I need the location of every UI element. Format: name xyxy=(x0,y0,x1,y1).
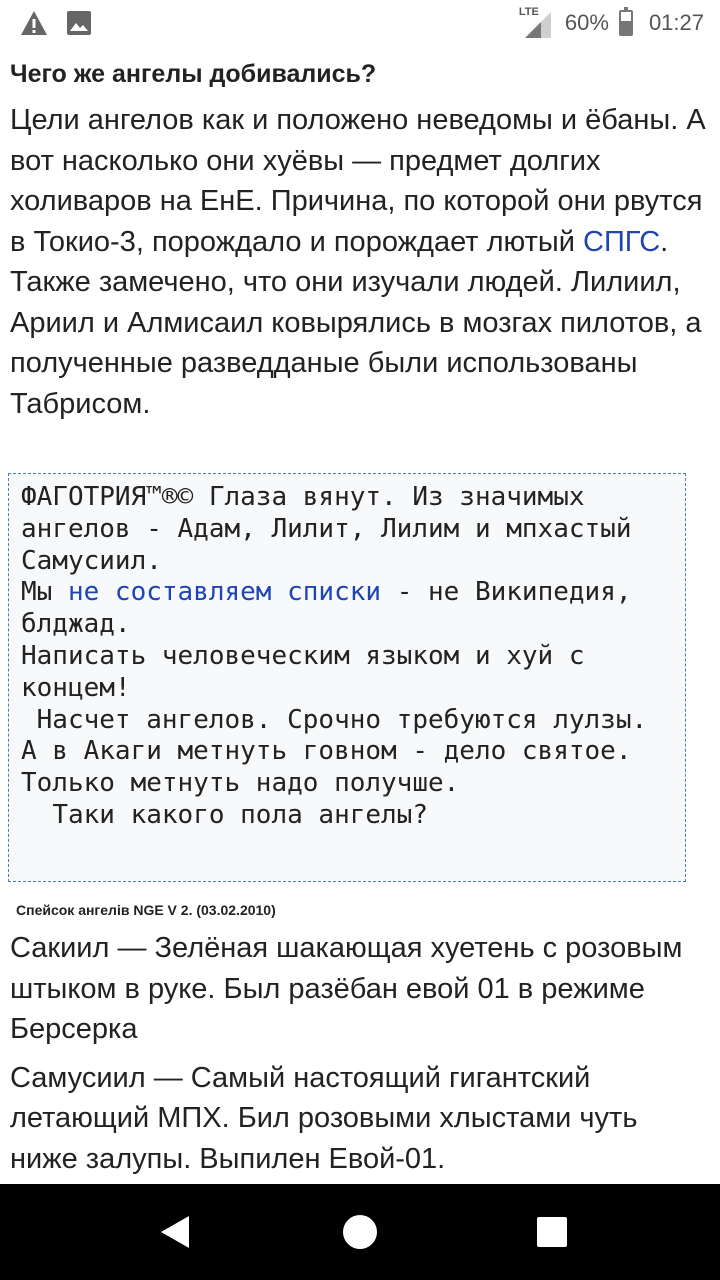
status-left-icons xyxy=(20,10,92,41)
back-button[interactable] xyxy=(115,1184,235,1280)
signal-icon xyxy=(517,8,555,38)
status-right xyxy=(517,8,704,38)
navigation-bar xyxy=(0,1184,720,1280)
no-lists-link[interactable]: не составляем списки xyxy=(67,577,382,608)
image-icon xyxy=(66,10,92,41)
clock: 01:27 xyxy=(648,10,704,35)
home-button[interactable] xyxy=(300,1184,420,1280)
recents-icon xyxy=(535,1215,569,1249)
angel-list xyxy=(10,928,700,1187)
home-icon xyxy=(341,1213,379,1251)
article-paragraph xyxy=(10,100,710,424)
battery-percent: 60% xyxy=(564,10,609,35)
list-item: Самусиил — Самый настоящий гигантский летающий МПХ. Бил розовыми хлыстами чуть ниже залупы. Выпилен Евой-01. xyxy=(10,1061,638,1175)
battery-fill xyxy=(621,21,631,34)
quote-line-1: ФАГОТРИЯ™®© Глаза вянут. Из значимых ангелов - Адам, Лилит, Лилим и мпхастый Самусиил. xyxy=(21,482,648,576)
quote-line-2-end: - не Википедия, блджад. xyxy=(21,577,648,640)
quote-line-3: Написать человеческим языком и хуй с концем! xyxy=(21,640,601,703)
network-type: LTE xyxy=(518,6,539,18)
article-content xyxy=(10,52,710,424)
recents-button[interactable] xyxy=(492,1184,612,1280)
paragraph-text-end: . Также замечено, что они изучали людей. Лилиил, Ариил и Алмисаил ковырялись в мозгах пилотов, а полученные разведданые были использованы Табрисом. xyxy=(10,225,702,420)
quote-box xyxy=(8,473,686,882)
back-icon xyxy=(157,1212,193,1252)
quote-line-5: Таки какого пола ангелы? xyxy=(21,799,428,830)
battery-icon xyxy=(619,10,633,36)
quote-line-2-start: Мы xyxy=(21,577,68,608)
section-heading: Чего же ангелы добивались? xyxy=(10,60,377,88)
paragraph-text-start: Цели ангелов как и положено неведомы и ёбаны. А вот насколько они хуёвы — предмет долгих холиваров на ЕнЕ. Причина, по которой они рвутся в Токио-3, порождало и порождает лютый xyxy=(10,104,706,258)
spgs-link[interactable]: СПГС xyxy=(583,225,661,258)
status-bar xyxy=(0,0,720,48)
warning-icon xyxy=(20,10,48,41)
list-item: Сакиил — Зелёная шакающая хуетень с розовым штыком в руке. Был разёбан евой 01 в режиме Берсерка xyxy=(10,932,683,1045)
quote-line-4: Насчет ангелов. Срочно требуются лулзы. А в Акаги метнуть говном - дело святое. Только метнуть надо получше. xyxy=(21,704,663,799)
list-caption: Спейсок ангелів NGE V 2. (03.02.2010) xyxy=(16,902,276,918)
